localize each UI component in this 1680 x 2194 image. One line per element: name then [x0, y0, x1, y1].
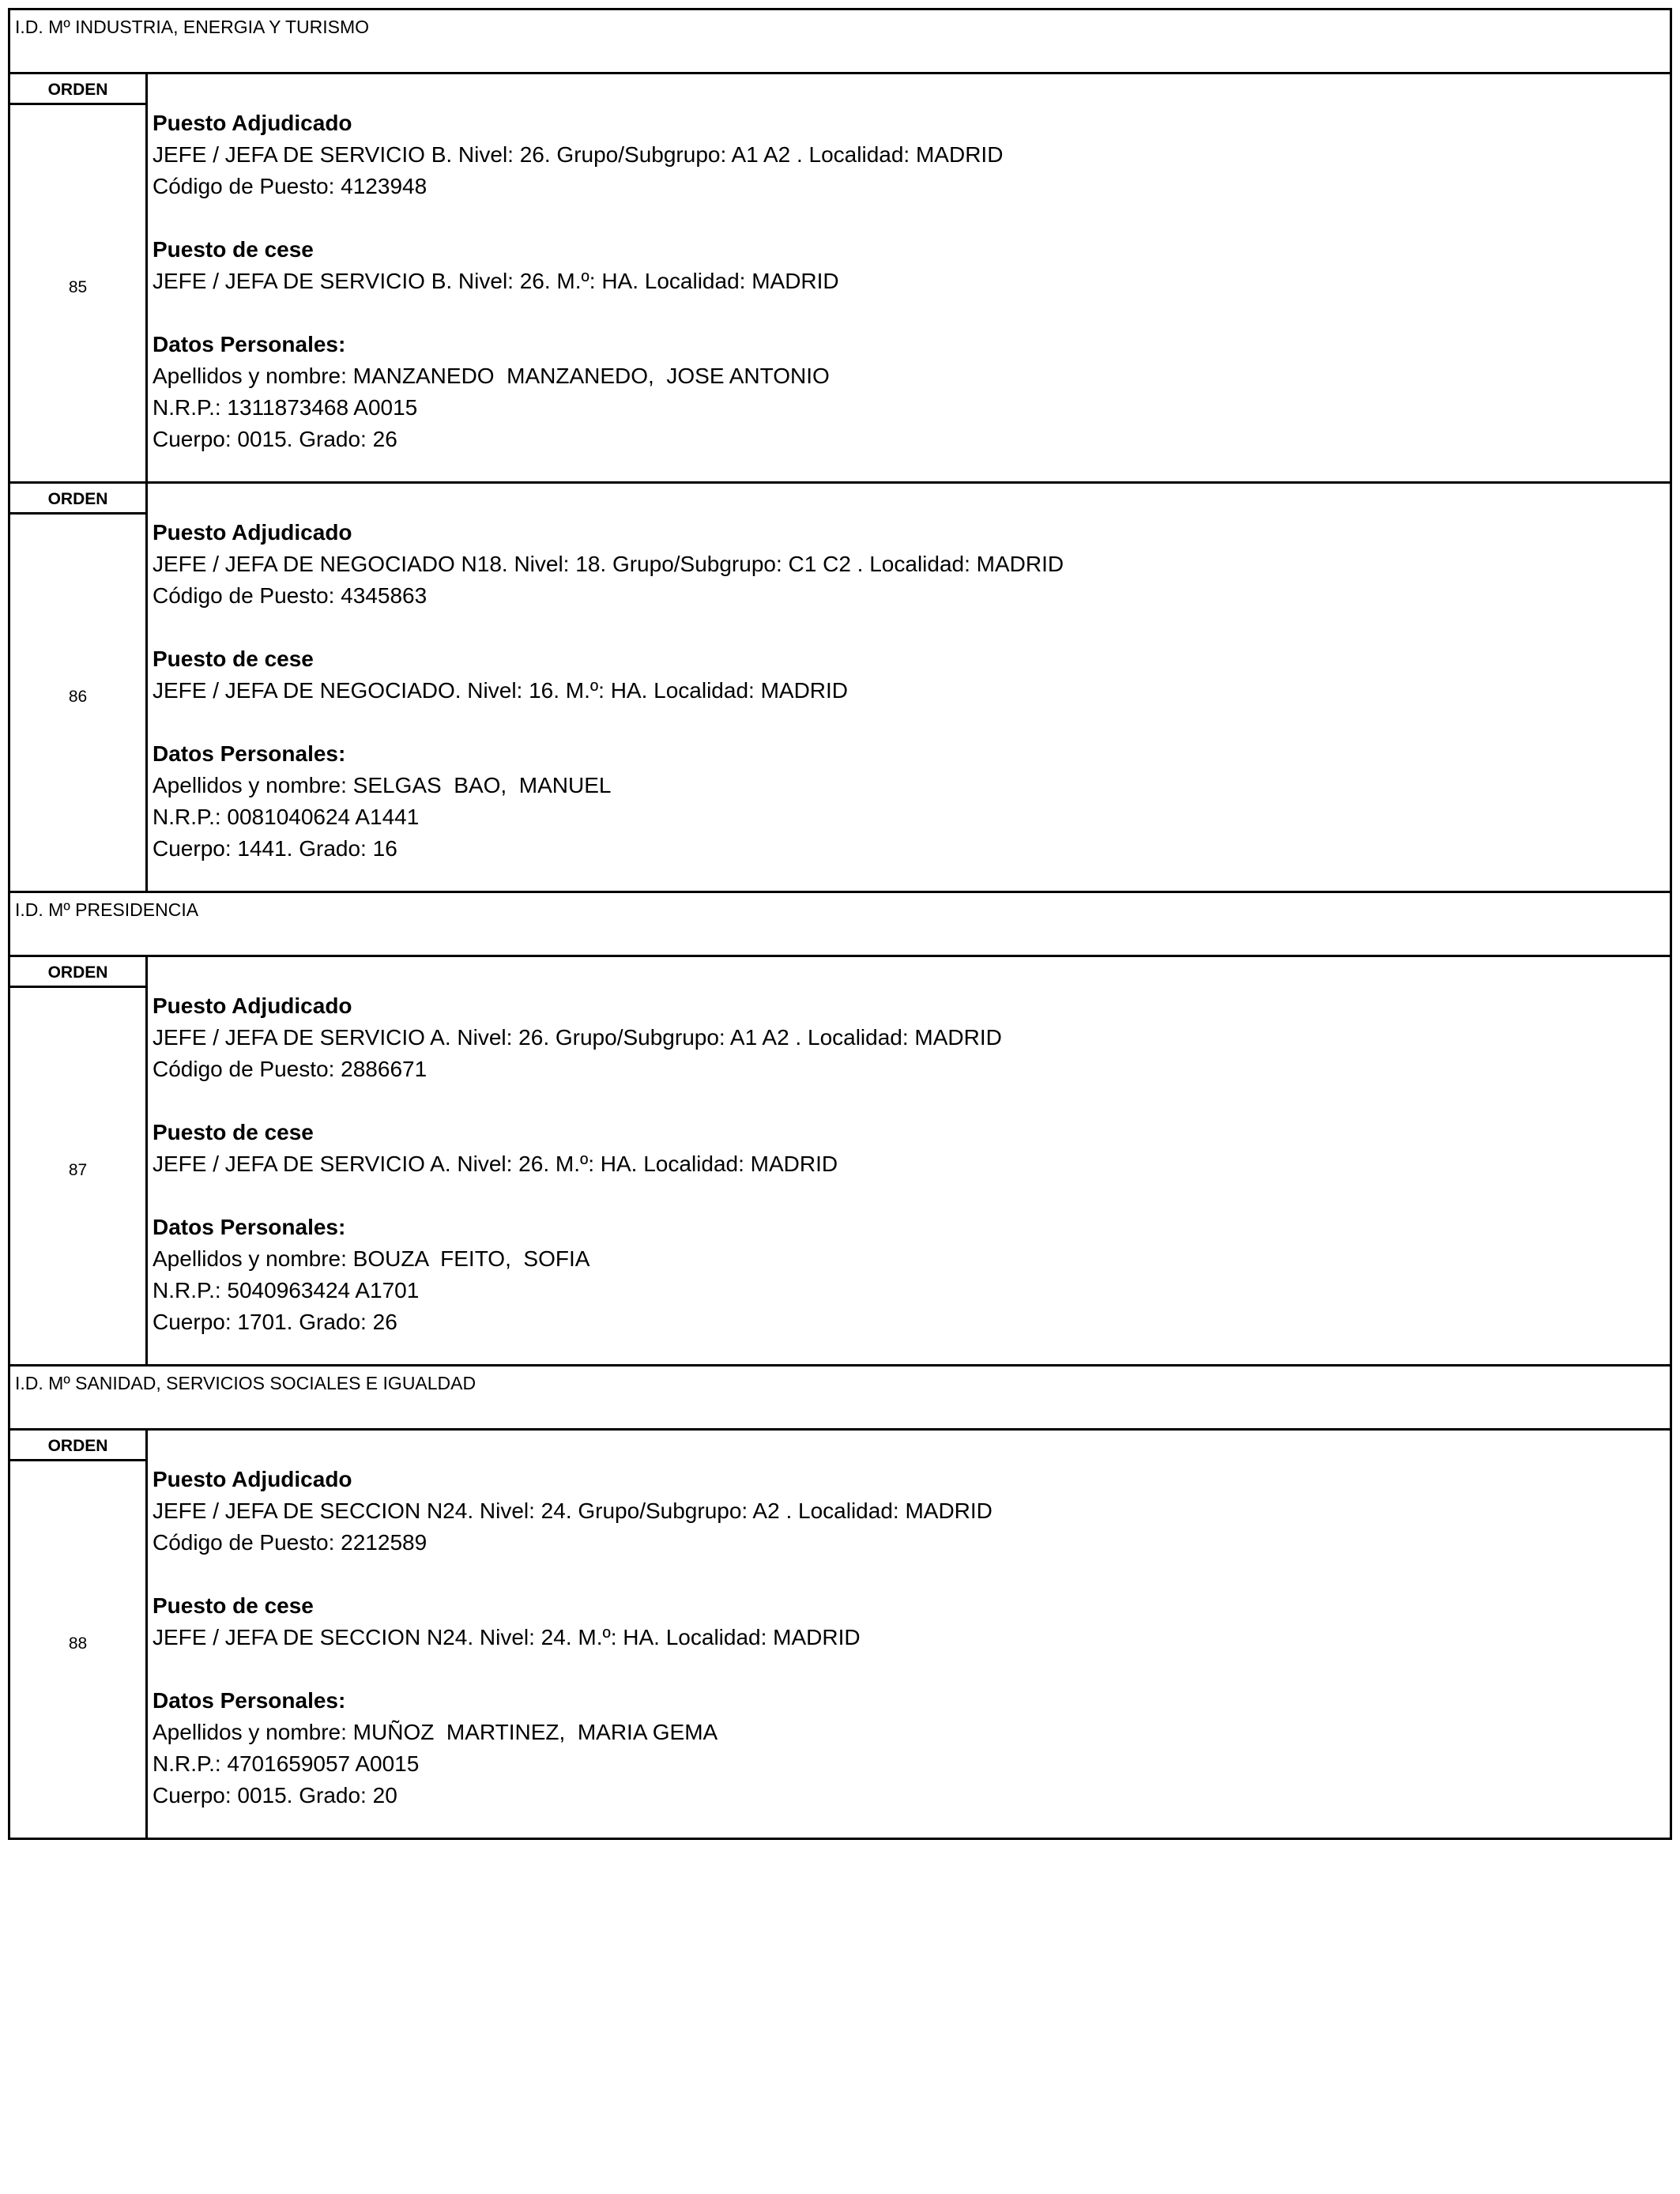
orden-header: ORDEN [10, 1431, 145, 1461]
orden-number: 86 [68, 688, 88, 706]
datos-personales-label: Datos Personales: [153, 1688, 346, 1713]
entry-details [153, 107, 1003, 455]
entry-row [8, 72, 1672, 481]
apellidos-nombre: Apellidos y nombre: MUÑOZ MARTINEZ, MARIA GEMA [153, 1720, 718, 1744]
datos-personales-label: Datos Personales: [153, 741, 346, 766]
puesto-adjudicado-text: JEFE / JEFA DE NEGOCIADO N18. Nivel: 18. Grupo/Subgrupo: C1 C2 . Localidad: MADRID [153, 552, 1064, 576]
spacer [153, 297, 1003, 329]
section-title: I.D. Mº PRESIDENCIA [15, 899, 199, 920]
puesto-cese-text: JEFE / JEFA DE NEGOCIADO. Nivel: 16. M.º: HA. Localidad: MADRID [153, 678, 849, 703]
section-header [8, 8, 1672, 72]
spacer [153, 1180, 1002, 1212]
puesto-adjudicado-text: JEFE / JEFA DE SERVICIO A. Nivel: 26. Grupo/Subgrupo: A1 A2 . Localidad: MADRID [153, 1025, 1002, 1050]
cuerpo-grado: Cuerpo: 0015. Grado: 26 [153, 427, 397, 451]
cuerpo-grado: Cuerpo: 1441. Grado: 16 [153, 836, 397, 861]
section-header [8, 891, 1672, 955]
apellidos-nombre: Apellidos y nombre: BOUZA FEITO, SOFIA [153, 1246, 590, 1271]
spacer [153, 1085, 1002, 1117]
orden-header: ORDEN [10, 957, 145, 988]
orden-header: ORDEN [10, 484, 145, 515]
datos-personales-label: Datos Personales: [153, 1215, 346, 1239]
orden-column [10, 957, 148, 1364]
puesto-adjudicado-label: Puesto Adjudicado [153, 993, 352, 1018]
orden-header: ORDEN [10, 74, 145, 105]
codigo-puesto: Código de Puesto: 4345863 [153, 583, 428, 608]
puesto-cese-label: Puesto de cese [153, 647, 314, 671]
orden-number: 87 [68, 1161, 88, 1179]
orden-column [10, 74, 148, 481]
apellidos-nombre: Apellidos y nombre: SELGAS BAO, MANUEL [153, 773, 612, 797]
codigo-puesto: Código de Puesto: 2212589 [153, 1530, 428, 1555]
cuerpo-grado: Cuerpo: 1701. Grado: 26 [153, 1310, 397, 1334]
section-title: I.D. Mº SANIDAD, SERVICIOS SOCIALES E IGUALDAD [15, 1373, 477, 1393]
spacer [153, 612, 1064, 643]
puesto-cese-text: JEFE / JEFA DE SECCION N24. Nivel: 24. M.º: HA. Localidad: MADRID [153, 1625, 861, 1649]
entry-row [8, 955, 1672, 1364]
orden-number: 88 [68, 1634, 88, 1653]
puesto-cese-label: Puesto de cese [153, 1593, 314, 1618]
entry-details [153, 1464, 993, 1811]
orden-column [10, 1431, 148, 1838]
section-header [8, 1364, 1672, 1428]
spacer [153, 202, 1003, 234]
orden-column [10, 484, 148, 891]
puesto-adjudicado-text: JEFE / JEFA DE SERVICIO B. Nivel: 26. Grupo/Subgrupo: A1 A2 . Localidad: MADRID [153, 142, 1004, 167]
codigo-puesto: Código de Puesto: 2886671 [153, 1057, 428, 1081]
apellidos-nombre: Apellidos y nombre: MANZANEDO MANZANEDO, JOSE ANTONIO [153, 364, 830, 388]
entry-details [153, 517, 1064, 865]
puesto-cese-text: JEFE / JEFA DE SERVICIO A. Nivel: 26. M.º: HA. Localidad: MADRID [153, 1152, 838, 1176]
puesto-cese-label: Puesto de cese [153, 1120, 314, 1144]
cuerpo-grado: Cuerpo: 0015. Grado: 20 [153, 1783, 397, 1808]
puesto-adjudicado-label: Puesto Adjudicado [153, 111, 352, 135]
puesto-adjudicado-label: Puesto Adjudicado [153, 1467, 352, 1491]
puesto-adjudicado-label: Puesto Adjudicado [153, 520, 352, 545]
spacer [153, 1559, 993, 1590]
puesto-cese-text: JEFE / JEFA DE SERVICIO B. Nivel: 26. M.º: HA. Localidad: MADRID [153, 269, 839, 293]
nrp: N.R.P.: 4701659057 A0015 [153, 1751, 420, 1776]
section-title: I.D. Mº INDUSTRIA, ENERGIA Y TURISMO [15, 17, 370, 37]
codigo-puesto: Código de Puesto: 4123948 [153, 174, 428, 198]
spacer [153, 1653, 993, 1685]
nrp: N.R.P.: 5040963424 A1701 [153, 1278, 420, 1302]
nrp: N.R.P.: 1311873468 A0015 [153, 395, 418, 420]
datos-personales-label: Datos Personales: [153, 332, 346, 356]
entry-row [8, 1428, 1672, 1840]
puesto-cese-label: Puesto de cese [153, 237, 314, 262]
nrp: N.R.P.: 0081040624 A1441 [153, 805, 420, 829]
puesto-adjudicado-text: JEFE / JEFA DE SECCION N24. Nivel: 24. Grupo/Subgrupo: A2 . Localidad: MADRID [153, 1498, 993, 1523]
entry-details [153, 990, 1002, 1338]
spacer [153, 707, 1064, 738]
orden-number: 85 [68, 278, 88, 296]
entry-row [8, 481, 1672, 891]
